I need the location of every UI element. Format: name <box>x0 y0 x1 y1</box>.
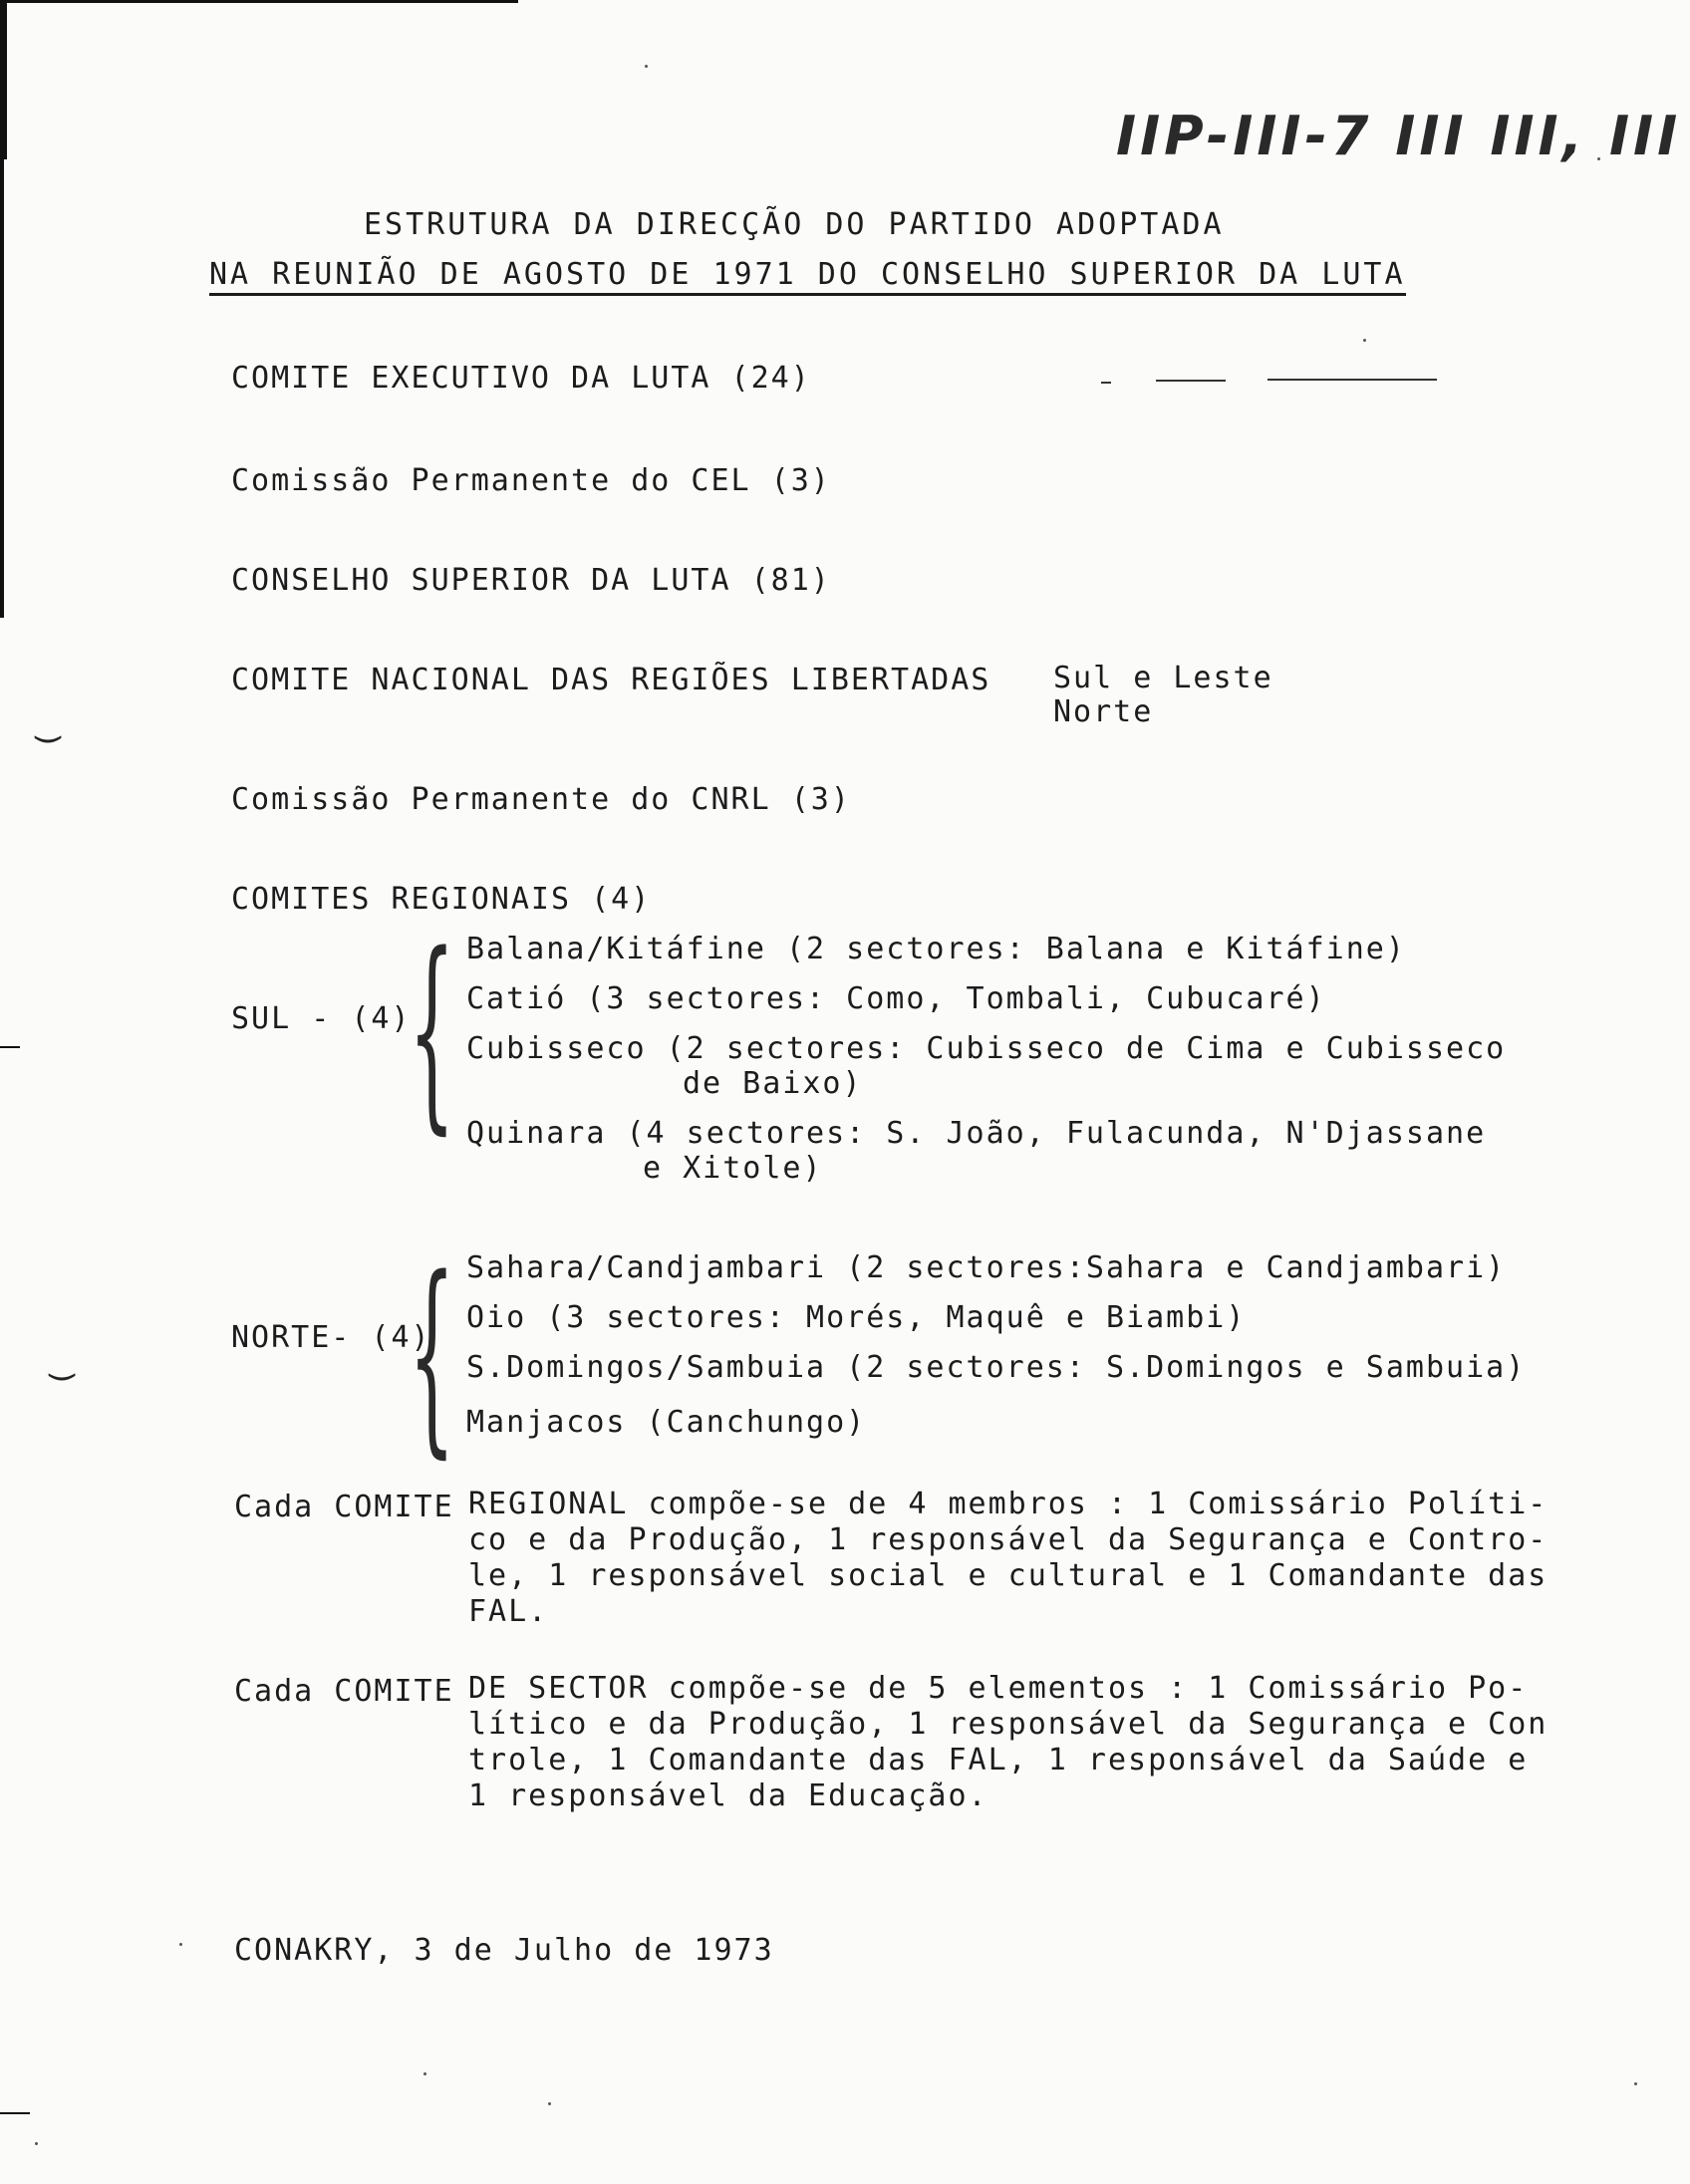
norte-label: NORTE- (4) <box>231 1320 431 1355</box>
document-title-line1: ESTRUTURA DA DIRECÇÃO DO PARTIDO ADOPTADA <box>364 207 1225 242</box>
regional-committee-line1: REGIONAL compõe-se de 4 membros : 1 Comissário Políti- <box>468 1487 1549 1521</box>
document-title-line2: NA REUNIÃO DE AGOSTO DE 1971 DO CONSELHO SUPERIOR DA LUTA <box>209 257 1406 296</box>
norte-item-manjacos: Manjacos (Canchungo) <box>466 1405 867 1440</box>
regional-committee-line4: FAL. <box>468 1594 549 1629</box>
sul-item-quinara-cont: e Xitole) <box>643 1151 823 1186</box>
regional-committees-heading: COMITES REGIONAIS (4) <box>231 882 652 917</box>
sector-committee-line1: DE SECTOR compõe-se de 5 elementos : 1 Comissário Po- <box>468 1671 1529 1706</box>
cnrl-region-sul-leste: Sul e Leste <box>1053 661 1273 695</box>
dash-rule <box>1156 380 1226 382</box>
place-and-date: CONAKRY, 3 de Julho de 1973 <box>234 1933 774 1968</box>
csl-heading: CONSELHO SUPERIOR DA LUTA (81) <box>231 563 831 598</box>
binding-mark: ‿ <box>36 697 61 743</box>
sector-committee-lead: Cada COMITE <box>234 1674 454 1709</box>
sul-item-catio: Catió (3 sectores: Como, Tombali, Cubucaré) <box>466 981 1326 1016</box>
regional-committee-lead: Cada COMITE <box>234 1490 454 1524</box>
cel-commission: Comissão Permanente do CEL (3) <box>231 463 831 498</box>
norte-item-oio: Oio (3 sectores: Morés, Maquê e Biambi) <box>466 1300 1247 1335</box>
cel-heading: COMITE EXECUTIVO DA LUTA (24) <box>231 361 811 396</box>
regional-committee-line2: co e da Produção, 1 responsável da Segurança e Contro- <box>468 1522 1549 1557</box>
cnrl-region-norte: Norte <box>1053 694 1154 729</box>
sector-committee-line3: trole, 1 Comandante das FAL, 1 responsável da Saúde e <box>468 1743 1529 1777</box>
dash-rule <box>1268 379 1437 381</box>
norte-brace: { <box>409 1232 455 1477</box>
sul-item-balana: Balana/Kitáfine (2 sectores: Balana e Kitáfine) <box>466 932 1406 966</box>
cnrl-commission: Comissão Permanente do CNRL (3) <box>231 782 851 817</box>
dash-rule <box>1101 382 1111 384</box>
sul-brace: { <box>409 909 455 1153</box>
binding-mark: ‿ <box>50 1335 75 1381</box>
regional-committee-line3: le, 1 responsável social e cultural e 1 Comandante das <box>468 1558 1549 1593</box>
sector-committee-line2: lítico e da Produção, 1 responsável da Segurança e Con <box>468 1707 1549 1742</box>
sul-item-cubisseco: Cubisseco (2 sectores: Cubisseco de Cima e Cubisseco <box>466 1031 1507 1066</box>
archive-stamp: IIP-III-7 III III, III <box>1116 105 1682 167</box>
norte-item-sahara: Sahara/Candjambari (2 sectores:Sahara e Candjambari) <box>466 1250 1507 1285</box>
sector-committee-line4: 1 responsável da Educação. <box>468 1778 988 1813</box>
sul-item-quinara: Quinara (4 sectores: S. João, Fulacunda, N'Djassane <box>466 1116 1487 1151</box>
cnrl-heading: COMITE NACIONAL DAS REGIÕES LIBERTADAS <box>231 663 991 697</box>
sul-label: SUL - (4) <box>231 1001 412 1036</box>
norte-item-sdomingos: S.Domingos/Sambuia (2 sectores: S.Domingos e Sambuia) <box>466 1350 1527 1385</box>
sul-item-cubisseco-cont: de Baixo) <box>683 1066 863 1101</box>
